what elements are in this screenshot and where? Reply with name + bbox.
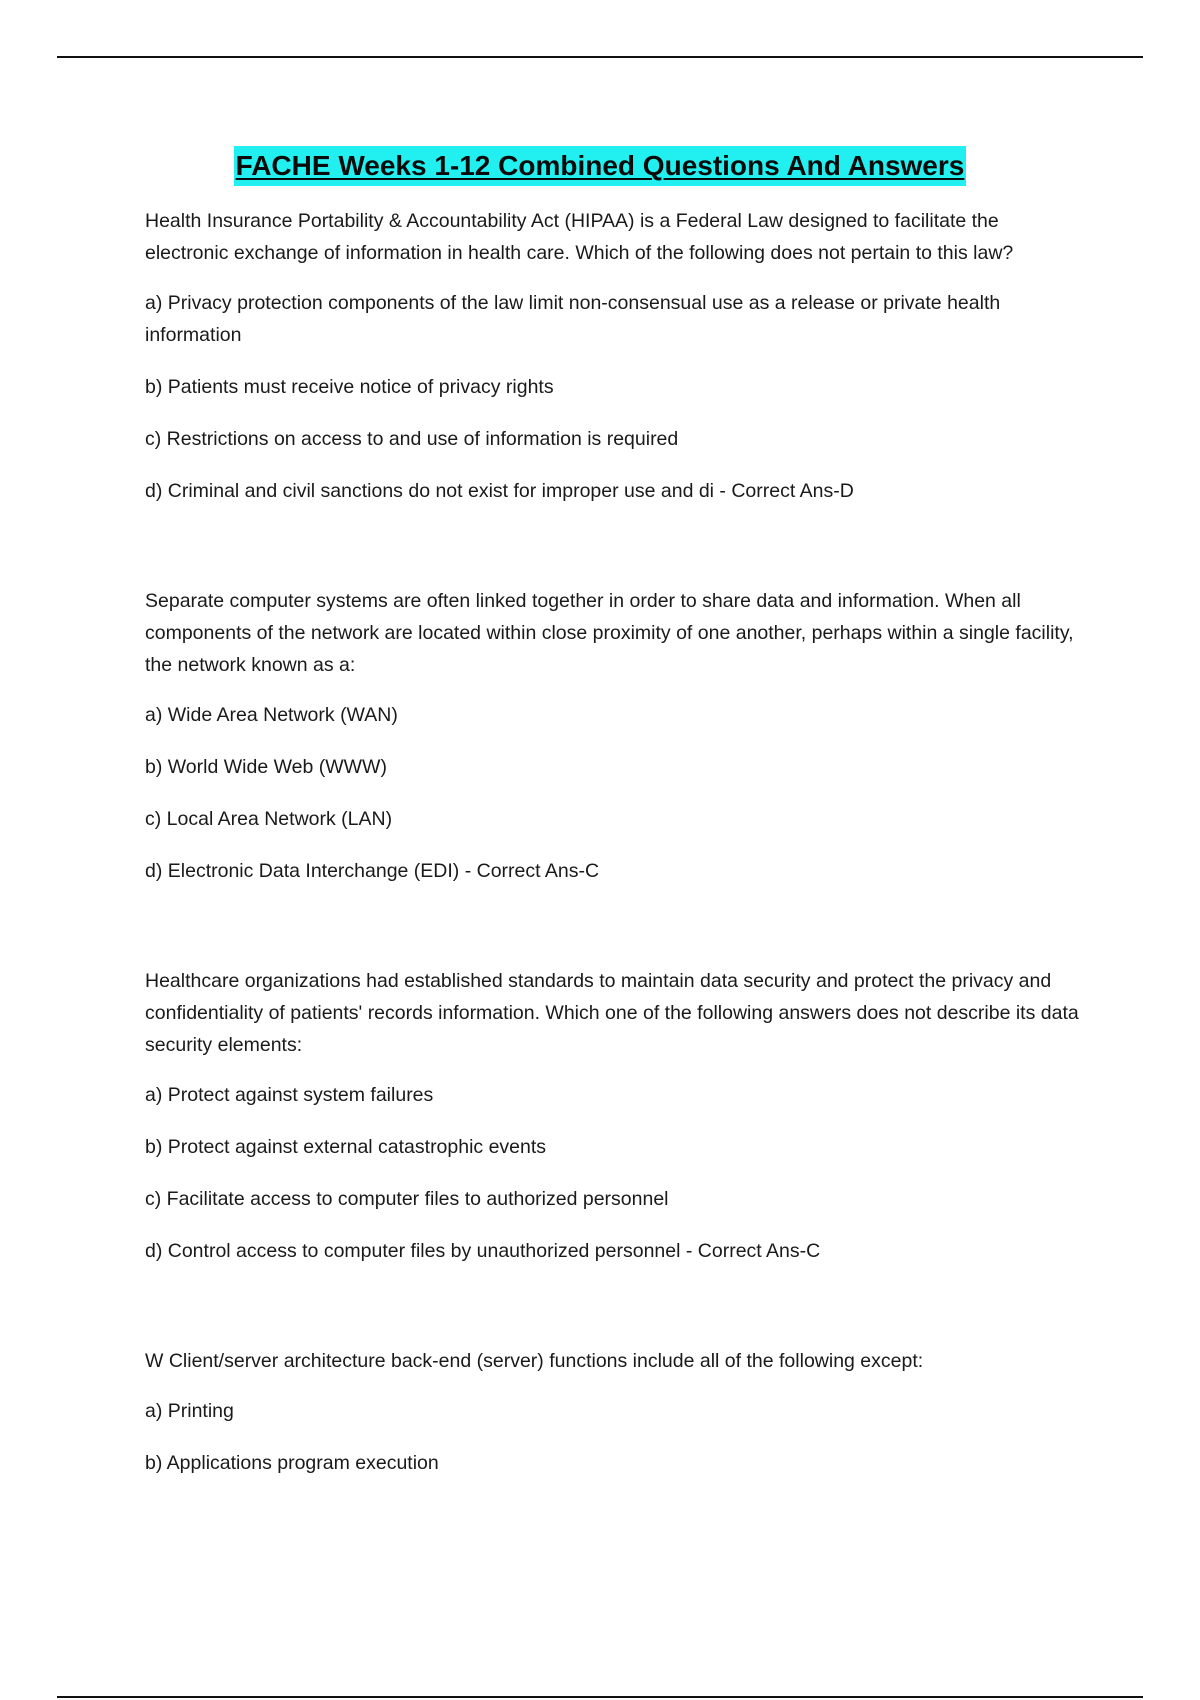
title-container	[0, 146, 1200, 186]
bottom-rule	[57, 1696, 1143, 1698]
question-text: Healthcare organizations had established standards to maintain data security and protect the privacy and confidentiality of patients' records information. Which one of the following answers does not describe its data security elements:	[145, 970, 1079, 1056]
answer-option: c) Local Area Network (LAN)	[145, 808, 393, 830]
answer-option: c) Restrictions on access to and use of information is required	[145, 428, 679, 450]
answer-option: a) Printing	[145, 1400, 234, 1422]
spacer	[145, 527, 1085, 585]
question-text: Health Insurance Portability & Accountability Act (HIPAA) is a Federal Law designed to facilitate the electronic exchange of information in health care. Which of the following does not pertain to this law?	[145, 210, 1014, 264]
answer-option: d) Electronic Data Interchange (EDI) - Correct Ans-C	[145, 860, 600, 882]
answer-option: a) Privacy protection components of the law limit non-consensual use as a release or private health information	[145, 292, 1001, 346]
document-title: FACHE Weeks 1-12 Combined Questions And Answers	[234, 146, 967, 186]
spacer	[145, 1287, 1085, 1345]
answer-option: b) Applications program execution	[145, 1452, 439, 1474]
spacer	[145, 907, 1085, 965]
question-block-2	[145, 585, 1085, 887]
answer-option: b) Patients must receive notice of privacy rights	[145, 376, 554, 398]
question-text: W Client/server architecture back-end (server) functions include all of the following except:	[145, 1350, 924, 1372]
question-text: Separate computer systems are often linked together in order to share data and information. When all components of the network are located within close proximity of one another, perhaps within a single facility, the network known as a:	[145, 590, 1074, 676]
top-rule	[57, 56, 1143, 58]
question-block-3	[145, 965, 1085, 1267]
answer-option: d) Control access to computer files by unauthorized personnel - Correct Ans-C	[145, 1240, 821, 1262]
question-block-4	[145, 1345, 1085, 1479]
answer-option: a) Wide Area Network (WAN)	[145, 704, 398, 726]
answer-option: d) Criminal and civil sanctions do not exist for improper use and di - Correct Ans-D	[145, 480, 854, 502]
answer-option: b) World Wide Web (WWW)	[145, 756, 387, 778]
question-block-1	[145, 205, 1085, 507]
answer-option: c) Facilitate access to computer files to authorized personnel	[145, 1188, 669, 1210]
answer-option: b) Protect against external catastrophic events	[145, 1136, 547, 1158]
document-body	[145, 205, 1085, 1499]
answer-option: a) Protect against system failures	[145, 1084, 434, 1106]
